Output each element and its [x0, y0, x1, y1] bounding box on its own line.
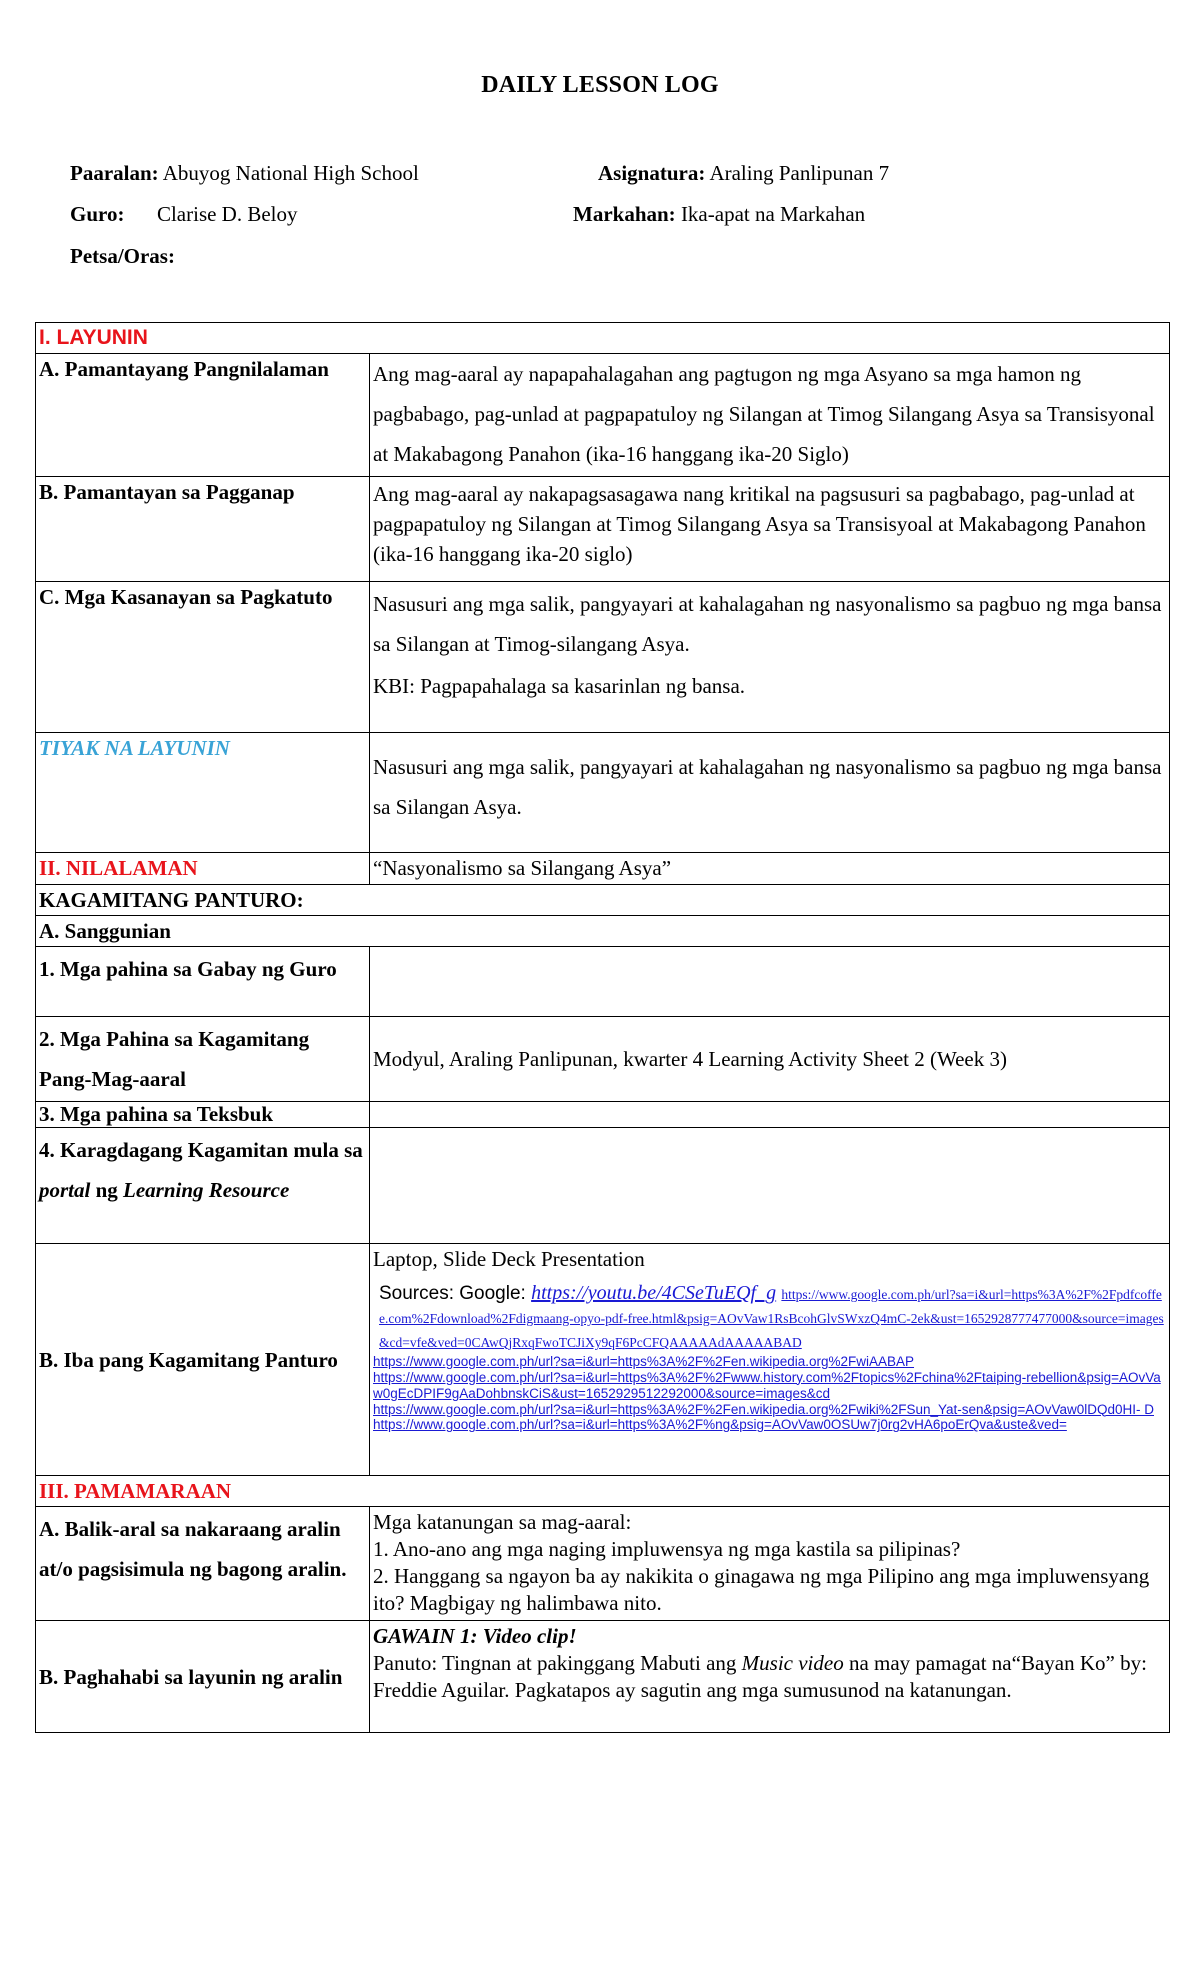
- markahan-row: [573, 202, 865, 227]
- pamantayang-pangnilalaman-label: A. Pamantayang Pangnilalaman: [36, 354, 370, 477]
- kagamitang-panturo-heading: KAGAMITANG PANTURO:: [36, 884, 1170, 915]
- table-row: [36, 947, 1170, 1017]
- panuto-music-video: Music video: [741, 1651, 844, 1676]
- paaralan-label: Paaralan:: [70, 161, 159, 185]
- sources-label: Sources: Google:: [379, 1283, 532, 1305]
- kasanayan-cell: [370, 582, 1170, 733]
- paghahabi-cell: [370, 1621, 1170, 1733]
- reference-link-3[interactable]: https://www.google.com.ph/url?sa=i&url=https%3A%2F%2Fwww.history.com%2Ftopics%2Fchina%2Ftaiping-rebellion&psig=AOvVaw0gEcDPIF9gAaDohbnskCiS&ust=1652929512292000&source=images&cd: [373, 1369, 1161, 1401]
- balik-aral-line-2: 1. Ano-ano ang mga naging impluwensya ng mga kastila sa pilipinas?: [373, 1537, 961, 1562]
- petsa-row: [70, 244, 175, 269]
- balik-aral-label: A. Balik-aral sa nakaraang aralin at/o pagsisimula ng bagong aralin.: [36, 1507, 370, 1621]
- reference-link-1[interactable]: https://www.google.com.ph/url?sa=i&url=https%3A%2F%2Fpdfcoffee.com%2Fdownload%2Fdigmaang-opyo-pdf-free.html&psig=AOvVaw1RsBcohGlvSWxzQ4mC-2ek&ust=1652928777477000&source=images&cd=vfe&ved=0CAwQjRxqFwoTCJiXy9qF6PcCFQAAAAAdAAAAABAD: [379, 1287, 1164, 1350]
- asignatura-label: Asignatura:: [598, 161, 706, 185]
- table-row: [36, 1128, 1170, 1244]
- balik-aral-line-3: 2. Hanggang sa ngayon ba ay nakikita o ginagawa ng mga Pilipino ang mga impluwensyang ito? Magbigay ng halimbawa nito.: [373, 1564, 1150, 1616]
- kasanayan-text: Nasusuri ang mga salik, pangyayari at kahalagahan ng nasyonalismo sa pagbuo ng mga bansa sa Silangan at Timog-silangang Asya.: [373, 592, 1162, 657]
- pamantayan-pagganap-label: B. Pamantayan sa Pagganap: [36, 477, 370, 582]
- karagdagan-value: [370, 1128, 1170, 1244]
- paaralan-value: Abuyog National High School: [162, 161, 419, 185]
- paaralan-row: [70, 161, 419, 186]
- table-row: [36, 582, 1170, 733]
- panuto-part-1: Panuto: Tingnan at pakinggang Mabuti ang: [373, 1651, 742, 1676]
- karagdagan-text-2: ng: [90, 1178, 124, 1202]
- document-title: DAILY LESSON LOG: [481, 72, 719, 98]
- table-row: [36, 915, 1170, 946]
- reference-link-4[interactable]: https://www.google.com.ph/url?sa=i&url=https%3A%2F%2Fen.wikipedia.org%2Fwiki%2FSun_Yat-sen&psig=AOvVaw0lDQd0HI- D: [373, 1401, 1154, 1417]
- panuto-text: [373, 1650, 1166, 1704]
- table-row: [36, 477, 1170, 582]
- guro-label: Guro:: [70, 202, 125, 226]
- table-row: [36, 733, 1170, 853]
- reference-link-5[interactable]: https://www.google.com.ph/url?sa=i&url=https%3A%2F%ng&psig=AOvVaw0OSUw7j0rg2vHA6poErQva&uste&ved=: [373, 1417, 1067, 1433]
- karagdagan-label: [36, 1128, 370, 1244]
- karagdagan-text-1: 4. Karagdagang Kagamitan mula sa: [39, 1138, 363, 1162]
- karagdagan-portal: portal: [39, 1178, 91, 1202]
- karagdagan-learning-resource: Learning Resource: [123, 1178, 290, 1202]
- iba-pang-kagamitan-cell: [370, 1244, 1170, 1476]
- lesson-log-table: [35, 322, 1170, 1733]
- table-row: [36, 1507, 1170, 1621]
- sources-line: [379, 1281, 1166, 1354]
- kagamitang-text: Modyul, Araling Panlipunan, kwarter 4 Learning Activity Sheet 2 (Week 3): [370, 1017, 1170, 1102]
- balik-aral-line-1: Mga katanungan sa mag-aaral:: [373, 1510, 632, 1535]
- teksbuk-value: [370, 1102, 1170, 1128]
- guro-value: Clarise D. Beloy: [156, 202, 298, 226]
- asignatura-value: Araling Panlipunan 7: [709, 161, 890, 185]
- table-row: [36, 323, 1170, 354]
- nilalaman-text: “Nasyonalismo sa Silangang Asya”: [370, 853, 1170, 884]
- table-row: [36, 1476, 1170, 1507]
- markahan-value: Ika-apat na Markahan: [680, 202, 866, 226]
- paghahabi-label: B. Paghahabi sa layunin ng aralin: [36, 1621, 370, 1733]
- pamantayan-pagganap-text: Ang mag-aaral ay nakapagsasagawa nang kritikal na pagsusuri sa pagbabago, pag-unlad at pagpapatuloy ng Silangan at Timog Silangang Asya sa Transisyoal at Makabagong Panahon (ika-16 hanggang ika-20 siglo): [370, 477, 1170, 582]
- kasanayan-label: C. Mga Kasanayan sa Pagkatuto: [36, 582, 370, 733]
- iba-pang-kagamitan-label: B. Iba pang Kagamitang Panturo: [36, 1244, 370, 1476]
- table-row: [36, 1244, 1170, 1476]
- reference-link-2[interactable]: https://www.google.com.ph/url?sa=i&url=https%3A%2F%2Fen.wikipedia.org%2FwiAABAP: [373, 1353, 915, 1369]
- iba-pang-kagamitan-text: Laptop, Slide Deck Presentation: [373, 1247, 645, 1271]
- nilalaman-label: II. NILALAMAN: [36, 853, 370, 884]
- markahan-label: Markahan:: [573, 202, 676, 226]
- youtube-link[interactable]: https://youtu.be/4CSeTuEQf_g: [531, 1282, 777, 1305]
- gawain-title: GAWAIN 1: Video clip!: [373, 1624, 577, 1649]
- table-row: [36, 1621, 1170, 1733]
- guro-row: [70, 202, 298, 227]
- asignatura-row: [598, 161, 889, 186]
- gabay-value: [370, 947, 1170, 1017]
- table-row: [36, 354, 1170, 477]
- petsa-label: Petsa/Oras:: [70, 244, 175, 268]
- teksbuk-label: 3. Mga pahina sa Teksbuk: [36, 1102, 370, 1128]
- panuto-part-2: na may pamagat na“Bayan Ko” by: Freddie Aguilar. Pagkatapos ay sagutin ang mga sumusunod na katanungan.: [373, 1651, 1147, 1703]
- layunin-heading: I. LAYUNIN: [36, 323, 1170, 354]
- table-row: [36, 853, 1170, 884]
- table-row: [36, 1102, 1170, 1128]
- tiyak-na-layunin-label: TIYAK NA LAYUNIN: [36, 733, 370, 853]
- table-row: [36, 884, 1170, 915]
- table-row: [36, 1017, 1170, 1102]
- pamantayang-pangnilalaman-text: Ang mag-aaral ay napapahalagahan ang pagtugon ng mga Asyano sa mga hamon ng pagbabago, pag-unlad at pagpapatuloy ng Silangan at Timog Silangang Asya sa Transisyonal at Makabagong Panahon (ika-16 hanggang ika-20 Siglo): [370, 354, 1170, 477]
- tiyak-na-layunin-text: Nasusuri ang mga salik, pangyayari at kahalagahan ng nasyonalismo sa pagbuo ng mga bansa sa Silangan Asya.: [370, 733, 1170, 853]
- balik-aral-cell: [370, 1507, 1170, 1621]
- kbi-text: KBI: Pagpapahalaga sa kasarinlan ng bansa.: [373, 674, 746, 699]
- kagamitang-label: 2. Mga Pahina sa Kagamitang Pang-Mag-aaral: [36, 1017, 370, 1102]
- sanggunian-heading: A. Sanggunian: [36, 915, 1170, 946]
- gabay-label: 1. Mga pahina sa Gabay ng Guro: [36, 947, 370, 1017]
- pamamaraan-heading: III. PAMAMARAAN: [36, 1476, 1170, 1507]
